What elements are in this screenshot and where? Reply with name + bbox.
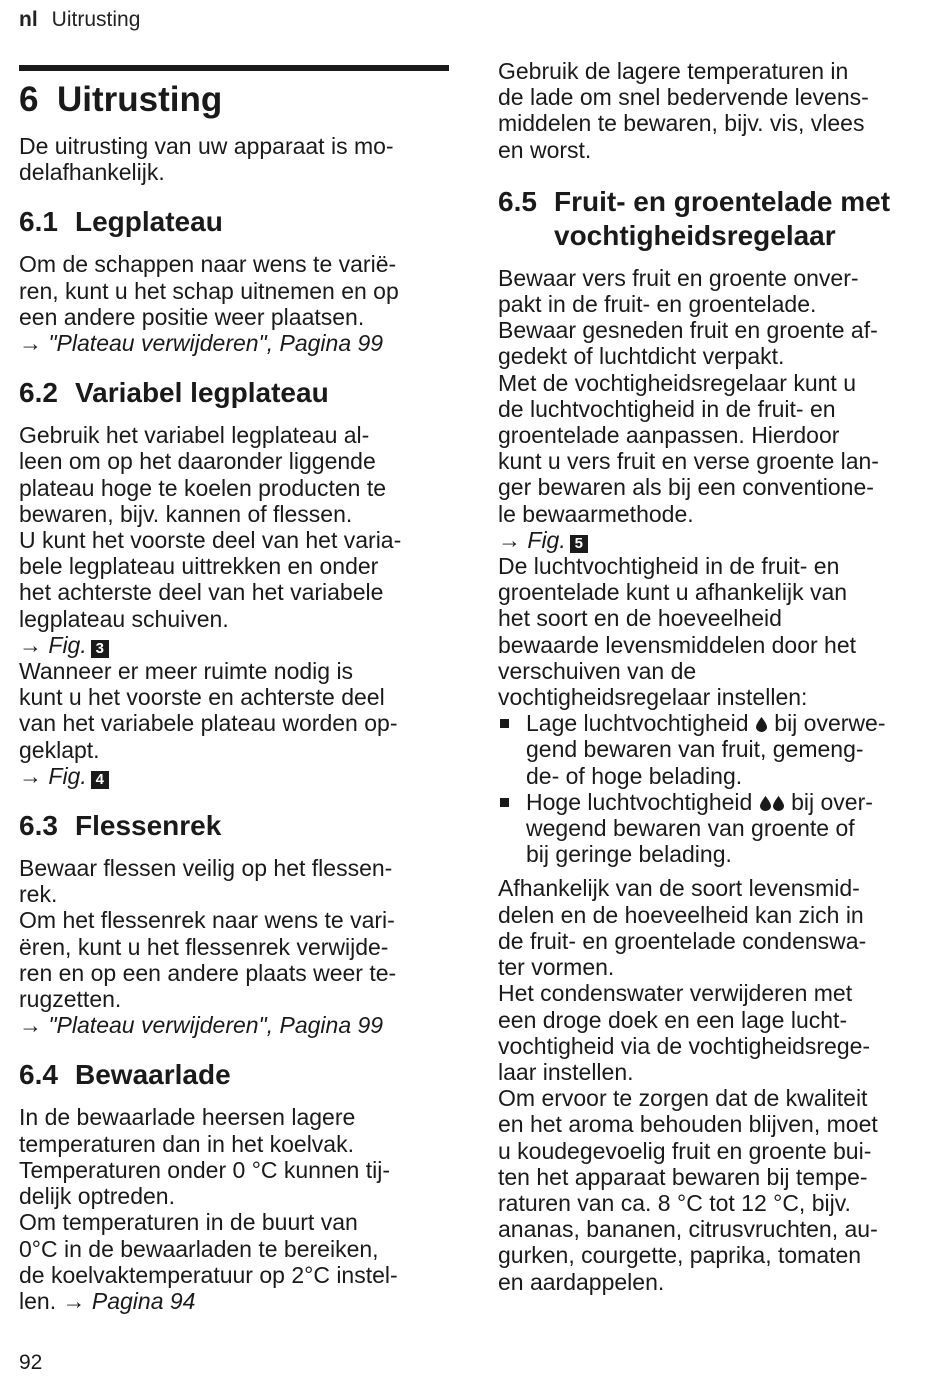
xref-plateau-verwijderen[interactable]: → "Plateau verwijderen", Pagina 99 xyxy=(19,330,384,357)
section-6-5-title: 6.5 Fruit- en groentelade met vochtigheidsregelaar xyxy=(498,185,891,251)
bullet-square xyxy=(500,719,509,728)
section-6-1-title: 6.1 Legplateau xyxy=(19,206,223,238)
chapter-title: 6 Uitrusting xyxy=(19,80,223,119)
chapter-intro: De uitrusting van uw apparaat is mo- delafhankelijk. xyxy=(19,133,394,186)
water-drop-icon xyxy=(773,796,784,811)
xref-fig-5[interactable]: → Fig. 5 xyxy=(498,527,930,553)
running-header xyxy=(19,8,140,32)
section-6-4-body: In de bewaarlade heersen lagere temperaturen dan in het koelvak. Temperaturen onder 0 °C kunnen tij- delijk optreden. Om temperaturen in de buurt van 0°C in de bewaarladen te bereiken, de koelvaktemperatuur op 2°C instel- len. → Pagina 94 xyxy=(19,1104,398,1314)
section-6-3-title: 6.3 Flessenrek xyxy=(19,810,222,842)
condensation-paragraphs: Afhankelijk van de soort levensmid- delen en de hoeveelheid kan zich in de fruit- en groentelade condenswa- ter vormen. Het condenswater verwijderen met een droge doek en een lage lucht- vochtigheid via de vochtigheidsrege- laar instellen. Om ervoor te zorgen dat de kwaliteit en het aroma behouden blijven, moet u koudegevoelig fruit en groente bui- ten het apparaat bewaren bij tempe- raturen van ca. 8 °C tot 12 °C, bijv. ananas, bananen, citrusvruchten, au- gurken, courgette, paprika, tomaten en aardappelen. xyxy=(498,875,878,1295)
left-column xyxy=(19,58,449,1314)
header-section: Uitrusting xyxy=(51,8,141,31)
xref-pagina-94[interactable]: → Pagina 94 xyxy=(62,1287,196,1314)
figure-number-badge: 3 xyxy=(91,640,109,658)
figure-number-badge: 4 xyxy=(91,771,109,789)
figure-number-badge: 5 xyxy=(570,535,588,553)
xref-fig-4[interactable]: → Fig. 4 xyxy=(19,763,449,789)
list-item: Lage luchtvochtigheid bij overwe- gend bewaren van fruit, gemeng- de- of hoge belading. xyxy=(498,710,930,789)
humidity-list xyxy=(498,710,930,867)
xref-fig-3[interactable]: → Fig. 3 xyxy=(19,632,449,658)
chapter-rule xyxy=(19,65,449,71)
xref-plateau-verwijderen-2[interactable]: → "Plateau verwijderen", Pagina 99 xyxy=(19,1012,384,1039)
bullet-square xyxy=(500,798,509,807)
right-column xyxy=(498,58,930,1295)
section-6-1-body: Om de schappen naar wens te variё- ren, kunt u het schap uitnemen en op een andere positie weer plaatsen. → "Plateau verwijderen", Pagina 99 xyxy=(19,251,449,356)
bewaarlade-continued: Gebruik de lagere temperaturen in de lade om snel bedervende levens- middelen te bewaren, bijv. vis, vlees en worst. xyxy=(498,58,869,163)
water-drop-icon xyxy=(756,717,767,732)
section-6-5-body: Bewaar vers fruit en groente onver- pakt in de fruit- en groentelade. Bewaar gesneden fruit en groente af- gedekt of luchtdicht verpakt. Met de vochtigheidsregelaar kunt u de luchtvochtigheid in de fruit- en groentelade aanpassen. Hierdoor kunt u vers fruit en verse groente lan- ger bewaren als bij een conventione- le bewaarmethode. → Fig. 5 De luchtvochtigheid in de fruit- en groentelade kunt u afhankelijk van het soort en de hoeveelheid bewaarde levensmiddelen door het verschuiven van de vochtigheidsregelaar instellen: Lage luchtvochtigheid bij overwe- gend bewaren van fruit, gemeng- de- of hoge belading. Hoge luchtvochtigheid bij over- wegend bewaren van groente of bij geringe belading. Afhankelijk van de soort levensmid- delen en de hoeveelheid kan zich in de fruit- en groentelade condenswa- ter vormen. Het condenswater verwijderen met een droge doek en een lage lucht- vochtigheid via de vochtigheidsrege- laar instellen. Om ervoor te zorgen dat de kwaliteit en het aroma behouden blijven, moet u koudegevoelig fruit en groente bui- ten het apparaat bewaren bij tempe- raturen van ca. 8 °C tot 12 °C, bijv. ananas, bananen, citrusvruchten, au- gurken, courgette, paprika, tomaten en aardappelen. xyxy=(498,265,930,1295)
list-item: Hoge luchtvochtigheid bij over- wegend bewaren van groente of bij geringe belading. xyxy=(498,789,930,868)
page-number: 92 xyxy=(19,1351,43,1374)
section-6-4-title: 6.4 Bewaarlade xyxy=(19,1059,231,1091)
section-6-3-body: Bewaar flessen veilig op het flessen- rek. Om het flessenrek naar wens te vari- ёren, kunt u het flessenrek verwijde- ren en op een andere plaats weer te- rugzetten. → "Plateau verwijderen", Pagina 99 xyxy=(19,855,449,1038)
section-6-2-body: Gebruik het variabel legplateau al- leen om op het daaronder liggende plateau hoge te koelen producten te bewaren, bijv. kannen of flessen. U kunt het voorste deel van het varia- bele legplateau uittrekken en onder het achterste deel van het variabele legplateau schuiven. → Fig. 3 Wanneer er meer ruimte nodig is kunt u het voorste en achterste deel van het variabele plateau worden op- geklapt. → Fig. 4 xyxy=(19,422,449,789)
water-drop-icon xyxy=(760,796,771,811)
section-6-2-title: 6.2 Variabel legplateau xyxy=(19,377,329,409)
language-code: nl xyxy=(19,8,38,31)
